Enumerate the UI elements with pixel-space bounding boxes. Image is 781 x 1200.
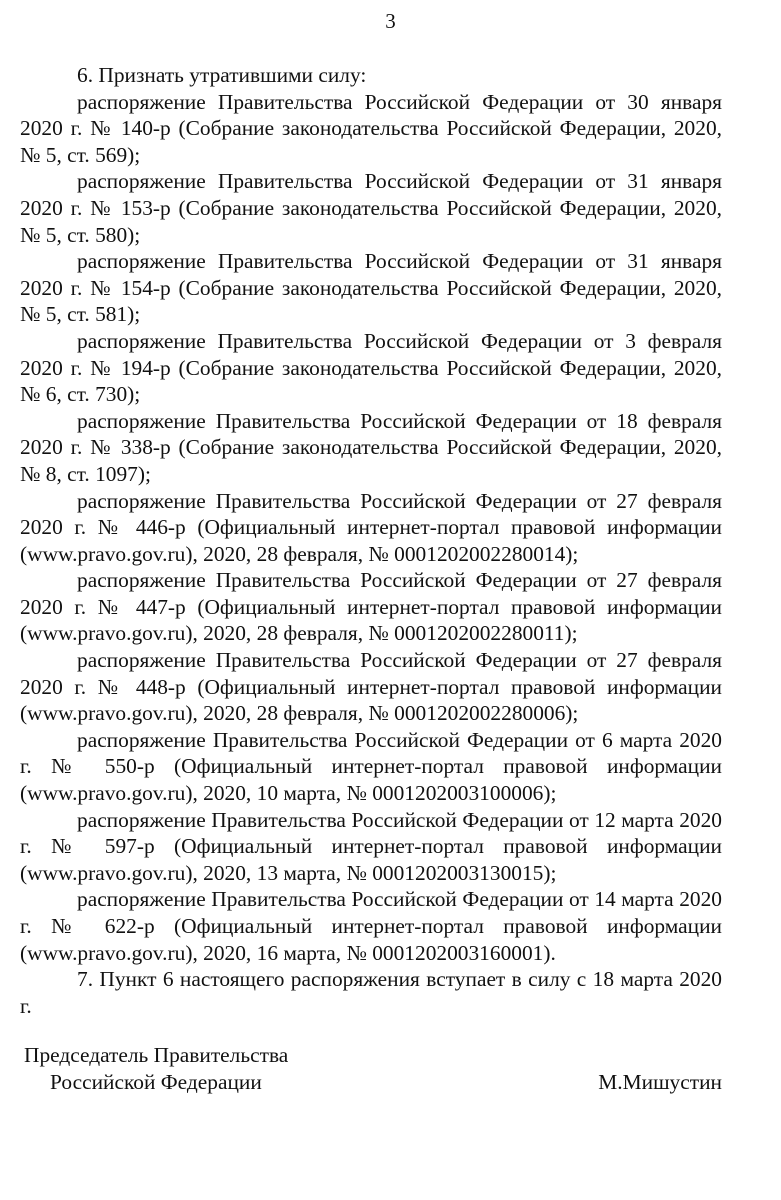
- repealed-order-622: распоряжение Правительства Российской Федерации от 14 марта 2020 г. № 622-р (Официальный интернет-портал правовой информации (www.pravo.gov.ru), 2020, 16 марта, № 0001202003160001).: [20, 887, 722, 965]
- repealed-order-550: распоряжение Правительства Российской Федерации от 6 марта 2020 г. № 550-р (Официальный интернет-портал правовой информации (www.pravo.gov.ru), 2020, 10 марта, № 0001202003100006);: [20, 727, 722, 806]
- repealed-order-448: распоряжение Правительства Российской Федерации от 27 февраля 2020 г. № 448-р (Официальный интернет-портал правовой информации (www.pravo.gov.ru), 2020, 28 февраля, № 0001202002280006);: [20, 648, 722, 726]
- repealed-order-153: распоряжение Правительства Российской Федерации от 31 января 2020 г. № 153-р (Собрание законодательства Российской Федерации, 2020, № 5, ст. 580);: [20, 169, 722, 247]
- repealed-order-446: распоряжение Правительства Российской Федерации от 27 февраля 2020 г. № 446-р (Официальный интернет-портал правовой информации (www.pravo.gov.ru), 2020, 28 февраля, № 0001202002280014);: [20, 488, 722, 566]
- page-number: 3: [385, 9, 396, 33]
- signatory-name: М.Мишустин: [598, 1069, 722, 1094]
- repealed-order-194: распоряжение Правительства Российской Федерации от 3 февраля 2020 г. № 194-р (Собрание законодательства Российской Федерации, 2020, № 6, ст. 730);: [20, 328, 722, 407]
- repealed-order-597: распоряжение Правительства Российской Федерации от 12 марта 2020 г. № 597-р (Официальный интернет-портал правовой информации (www.pravo.gov.ru), 2020, 13 марта, № 0001202003130015);: [20, 807, 722, 885]
- repealed-order-338: распоряжение Правительства Российской Федерации от 18 февраля 2020 г. № 338-р (Собрание законодательства Российской Федерации, 2020, № 8, ст. 1097);: [20, 408, 722, 486]
- paragraph-item-7: 7. Пункт 6 настоящего распоряжения вступает в силу с 18 марта 2020 г.: [20, 967, 722, 1018]
- paragraph-item-6-heading: 6. Признать утратившими силу:: [77, 63, 367, 87]
- signature-row: [24, 1069, 722, 1096]
- repealed-order-140: распоряжение Правительства Российской Федерации от 30 января 2020 г. № 140-р (Собрание законодательства Российской Федерации, 2020, № 5, ст. 569);: [20, 89, 722, 167]
- signature-block: [24, 1042, 722, 1095]
- signatory-title-line2: Российской Федерации: [50, 1069, 262, 1094]
- repealed-order-447: распоряжение Правительства Российской Федерации от 27 февраля 2020 г. № 447-р (Официальный интернет-портал правовой информации (www.pravo.gov.ru), 2020, 28 февраля, № 0001202002280011);: [20, 568, 722, 646]
- document-body: [20, 62, 722, 1019]
- repealed-order-154: распоряжение Правительства Российской Федерации от 31 января 2020 г. № 154-р (Собрание законодательства Российской Федерации, 2020, № 5, ст. 581);: [20, 249, 722, 327]
- signatory-title-line1: Председатель Правительства: [24, 1043, 289, 1067]
